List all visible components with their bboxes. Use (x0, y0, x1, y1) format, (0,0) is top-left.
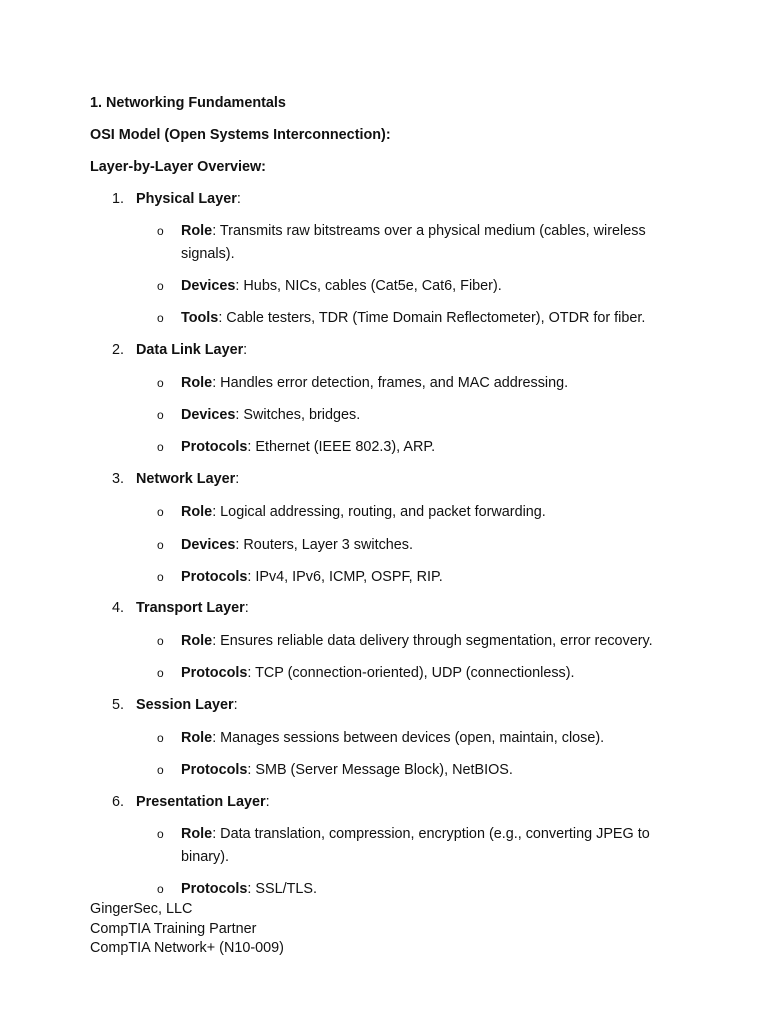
hollow-bullet-icon: o (157, 440, 164, 454)
bullet-label: Role (181, 826, 213, 842)
bullet-text: : Cable testers, TDR (Time Domain Reflectometer), OTDR for fiber. (218, 310, 646, 326)
footer-partner: CompTIA Training Partner (90, 921, 257, 937)
hollow-bullet-icon: o (157, 279, 164, 293)
bullet-label: Role (181, 375, 213, 391)
bullet-text: : IPv4, IPv6, ICMP, OSPF, RIP. (247, 569, 443, 585)
hollow-bullet-icon: o (157, 634, 164, 648)
list-number: 5. (112, 697, 125, 713)
bullet-label: Devices (181, 278, 236, 294)
list-item (157, 823, 657, 868)
bullet-text: : Handles error detection, frames, and MAC addressing. (212, 375, 569, 391)
layer-item: 5. Session Layer: (112, 697, 238, 713)
bullet-label: Protocols (181, 569, 248, 585)
overview-title: Layer-by-Layer Overview: (90, 159, 266, 175)
bullet-label: Role (181, 504, 213, 520)
layer-name: Data Link Layer (136, 342, 244, 358)
bullet-label: Devices (181, 537, 236, 553)
bullet-label: Role (181, 730, 213, 746)
footer-company: GingerSec, LLC (90, 901, 193, 917)
hollow-bullet-icon: o (157, 376, 164, 390)
bullet-label: Tools (181, 310, 219, 326)
list-item (157, 566, 657, 589)
hollow-bullet-icon: o (157, 731, 164, 745)
list-item (157, 534, 657, 557)
bullet-label: Role (181, 223, 213, 239)
hollow-bullet-icon: o (157, 408, 164, 422)
list-item (157, 372, 657, 395)
layer-item: 1. Physical Layer: (112, 191, 241, 207)
bullet-label: Role (181, 633, 213, 649)
list-item (157, 727, 657, 750)
bullet-label: Protocols (181, 665, 248, 681)
bullet-text: : Routers, Layer 3 switches. (235, 537, 413, 553)
list-number: 1. (112, 191, 125, 207)
bullet-text: : SSL/TLS. (247, 881, 317, 897)
hollow-bullet-icon: o (157, 570, 164, 584)
hollow-bullet-icon: o (157, 827, 164, 841)
bullet-label: Protocols (181, 439, 248, 455)
bullet-text: : Ethernet (IEEE 802.3), ARP. (247, 439, 436, 455)
list-item (157, 662, 657, 685)
bullet-label: Devices (181, 407, 236, 423)
list-item (157, 220, 657, 265)
bullet-text: : Hubs, NICs, cables (Cat5e, Cat6, Fiber). (235, 278, 502, 294)
bullet-text: : Data translation, compression, encryption (e.g., converting JPEG to binary). (181, 826, 650, 865)
bullet-label: Protocols (181, 881, 248, 897)
layer-name: Physical Layer (136, 191, 237, 207)
hollow-bullet-icon: o (157, 666, 164, 680)
hollow-bullet-icon: o (157, 311, 164, 325)
bullet-text: : SMB (Server Message Block), NetBIOS. (247, 762, 513, 778)
list-item (157, 307, 657, 330)
hollow-bullet-icon: o (157, 224, 164, 238)
list-item (157, 759, 657, 782)
layer-item: 2. Data Link Layer: (112, 342, 248, 358)
hollow-bullet-icon: o (157, 882, 164, 896)
layer-name: Transport Layer (136, 600, 245, 616)
hollow-bullet-icon: o (157, 763, 164, 777)
list-item (157, 878, 657, 901)
layer-name: Session Layer (136, 697, 234, 713)
bullet-text: : TCP (connection-oriented), UDP (connectionless). (247, 665, 575, 681)
layer-name: Network Layer (136, 471, 236, 487)
osi-title: OSI Model (Open Systems Interconnection): (90, 127, 391, 143)
bullet-text: : Manages sessions between devices (open, maintain, close). (212, 730, 605, 746)
bullet-text: : Switches, bridges. (235, 407, 361, 423)
list-number: 6. (112, 794, 125, 810)
list-item (157, 436, 657, 459)
bullet-text: : Transmits raw bitstreams over a physical medium (cables, wireless signals). (181, 223, 646, 262)
layer-item: 4. Transport Layer: (112, 600, 249, 616)
bullet-text: : Logical addressing, routing, and packet forwarding. (212, 504, 546, 520)
list-number: 2. (112, 342, 125, 358)
list-item (157, 630, 657, 653)
list-number: 3. (112, 471, 125, 487)
footer-course: CompTIA Network+ (N10-009) (90, 940, 284, 956)
bullet-label: Protocols (181, 762, 248, 778)
list-item (157, 501, 657, 524)
hollow-bullet-icon: o (157, 505, 164, 519)
layer-name: Presentation Layer (136, 794, 266, 810)
list-item (157, 404, 657, 427)
list-item (157, 275, 657, 298)
layer-item: 6. Presentation Layer: (112, 794, 270, 810)
list-number: 4. (112, 600, 125, 616)
hollow-bullet-icon: o (157, 538, 164, 552)
bullet-text: : Ensures reliable data delivery through segmentation, error recovery. (212, 633, 653, 649)
layer-item: 3. Network Layer: (112, 471, 240, 487)
section-heading: 1. Networking Fundamentals (90, 95, 286, 111)
